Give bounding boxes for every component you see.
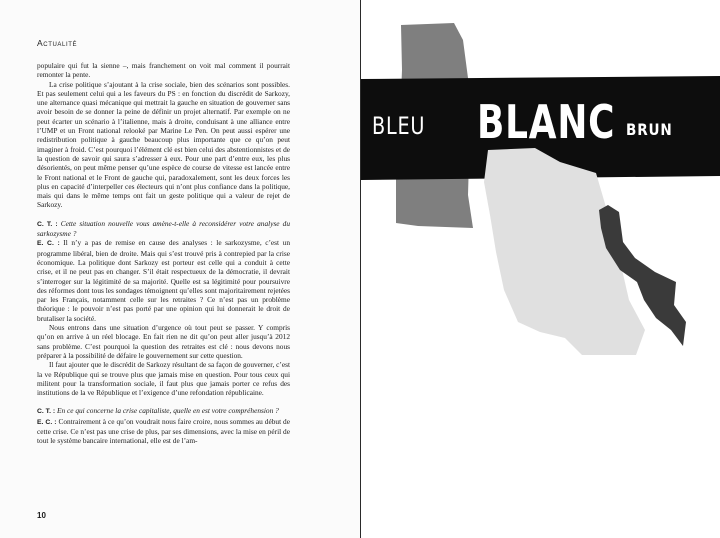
word-bleu: BLEU	[372, 112, 426, 140]
paragraph: Nous entrons dans une situation d’urgence où tout peut se passer. Y compris qu’on en arrive à un réel blocage. En fait rien ne dit qu’on peut aller jusqu’à 2012 sans problème. C’est pourquoi la question des retraites est clé : nous devons nous préparer à la possibilité de défaire le gouvernement sur cette question.	[37, 323, 290, 360]
interview-answer: E. C. : Contrairement à ce qu’on voudrait nous faire croire, nous sommes au début de cette crise. Ce n’est pas une crise de plus, par ses dimensions, avec la mise en péril de tout le système bancaire international, elle est de l’am-	[37, 416, 290, 446]
interview-question: C. T. : En ce qui concerne la crise capitaliste, quelle en est votre compréhension ?	[37, 406, 279, 416]
speaker-label: E. C. :	[37, 418, 57, 426]
paragraph: populaire qui fut la sienne –, mais franchement on voit mal comment il pourrait remonter la pente.	[37, 61, 290, 80]
paragraph: La crise politique s’ajoutant à la crise sociale, bien des scénarios sont possibles. Et pas seulement celui qui a les faveurs du PS : en fonction du discrédit de Sarkozy, une alternance quasi mécanique qui mettrait la gauche en situation de gouverner sans avoir besoin de se donner la peine de définir un projet alternatif. Par exemple on ne peut écarter un scénario à l’italienne, mais à droite, conduisant à une alliance entre l’UMP et un Front national relooké par Marine Le Pen. On peut aussi espérer une redistribution politique à gauche beaucoup plus importante que ce qu’on peut imaginer à froid. C’est pourquoi l’élément clé est bien celui des abstentionnistes et de la question de savoir qui saura s’adresser à eux. Pour une part d’entre eux, les plus désorientés, on peut même penser qu’une espèce de course de vitesse est lancée entre le Front national et le Front de gauche qui, paradoxalement, sont les deux forces les plus en capacité d’interpeller ces électeurs qui n’ont plus confiance dans la politique, mais qui dans le même temps ont fait un geste politique qui a valeur de rejet de Sarkozy.	[37, 79, 290, 210]
interview-question: C. T. : Cette situation nouvelle vous amène-t-elle à reconsidérer votre analyse du sarkozysme ?	[37, 218, 291, 239]
speaker-label: E. C. :	[37, 240, 60, 248]
interview-answer: E. C. : Il n’y a pas de remise en cause des analyses : le sarkozysme, c’est un programme libéral, bien de droite. Mais qui s’est trouvé pris à contrepied par la crise économique. La politique dont Sarkozy est porteur est celle qui a conduit à cette crise, et il ne peut pas en changer. S’il était respectueux de la démocratie, il devrait s’interroger sur la légitimité de sa majorité. Quelle est sa légitimité pour poursuivre des réformes dont tous les sondages témoignent qu’elles sont majoritairement rejetées par les Français, notamment celle sur les retraites ? Ce n’est pas un problème théorique : le pouvoir n’est pas porté par une opinion qui lui donnerait le droit de brutaliser la société.	[37, 238, 290, 323]
illustration	[361, 0, 720, 538]
page-number: 10	[37, 511, 46, 520]
word-blanc: BLANC	[477, 95, 616, 149]
article-text	[37, 61, 290, 446]
word-brun: BRUN	[626, 120, 673, 139]
speaker-label: C. T. :	[37, 408, 56, 416]
running-head: Actualité	[37, 38, 78, 48]
paragraph: Il faut ajouter que le discrédit de Sarkozy résultant de sa façon de gouverner, c’est la ve République qui se trouve plus que jamais mise en question. Pour tous ceux qui militent pour la transformation sociale, il faut plus que jamais porter ce refus des institutions de la ve République et l’exigence d’une refondation républicaine.	[37, 360, 290, 398]
speaker-label: C. T. :	[37, 220, 58, 228]
